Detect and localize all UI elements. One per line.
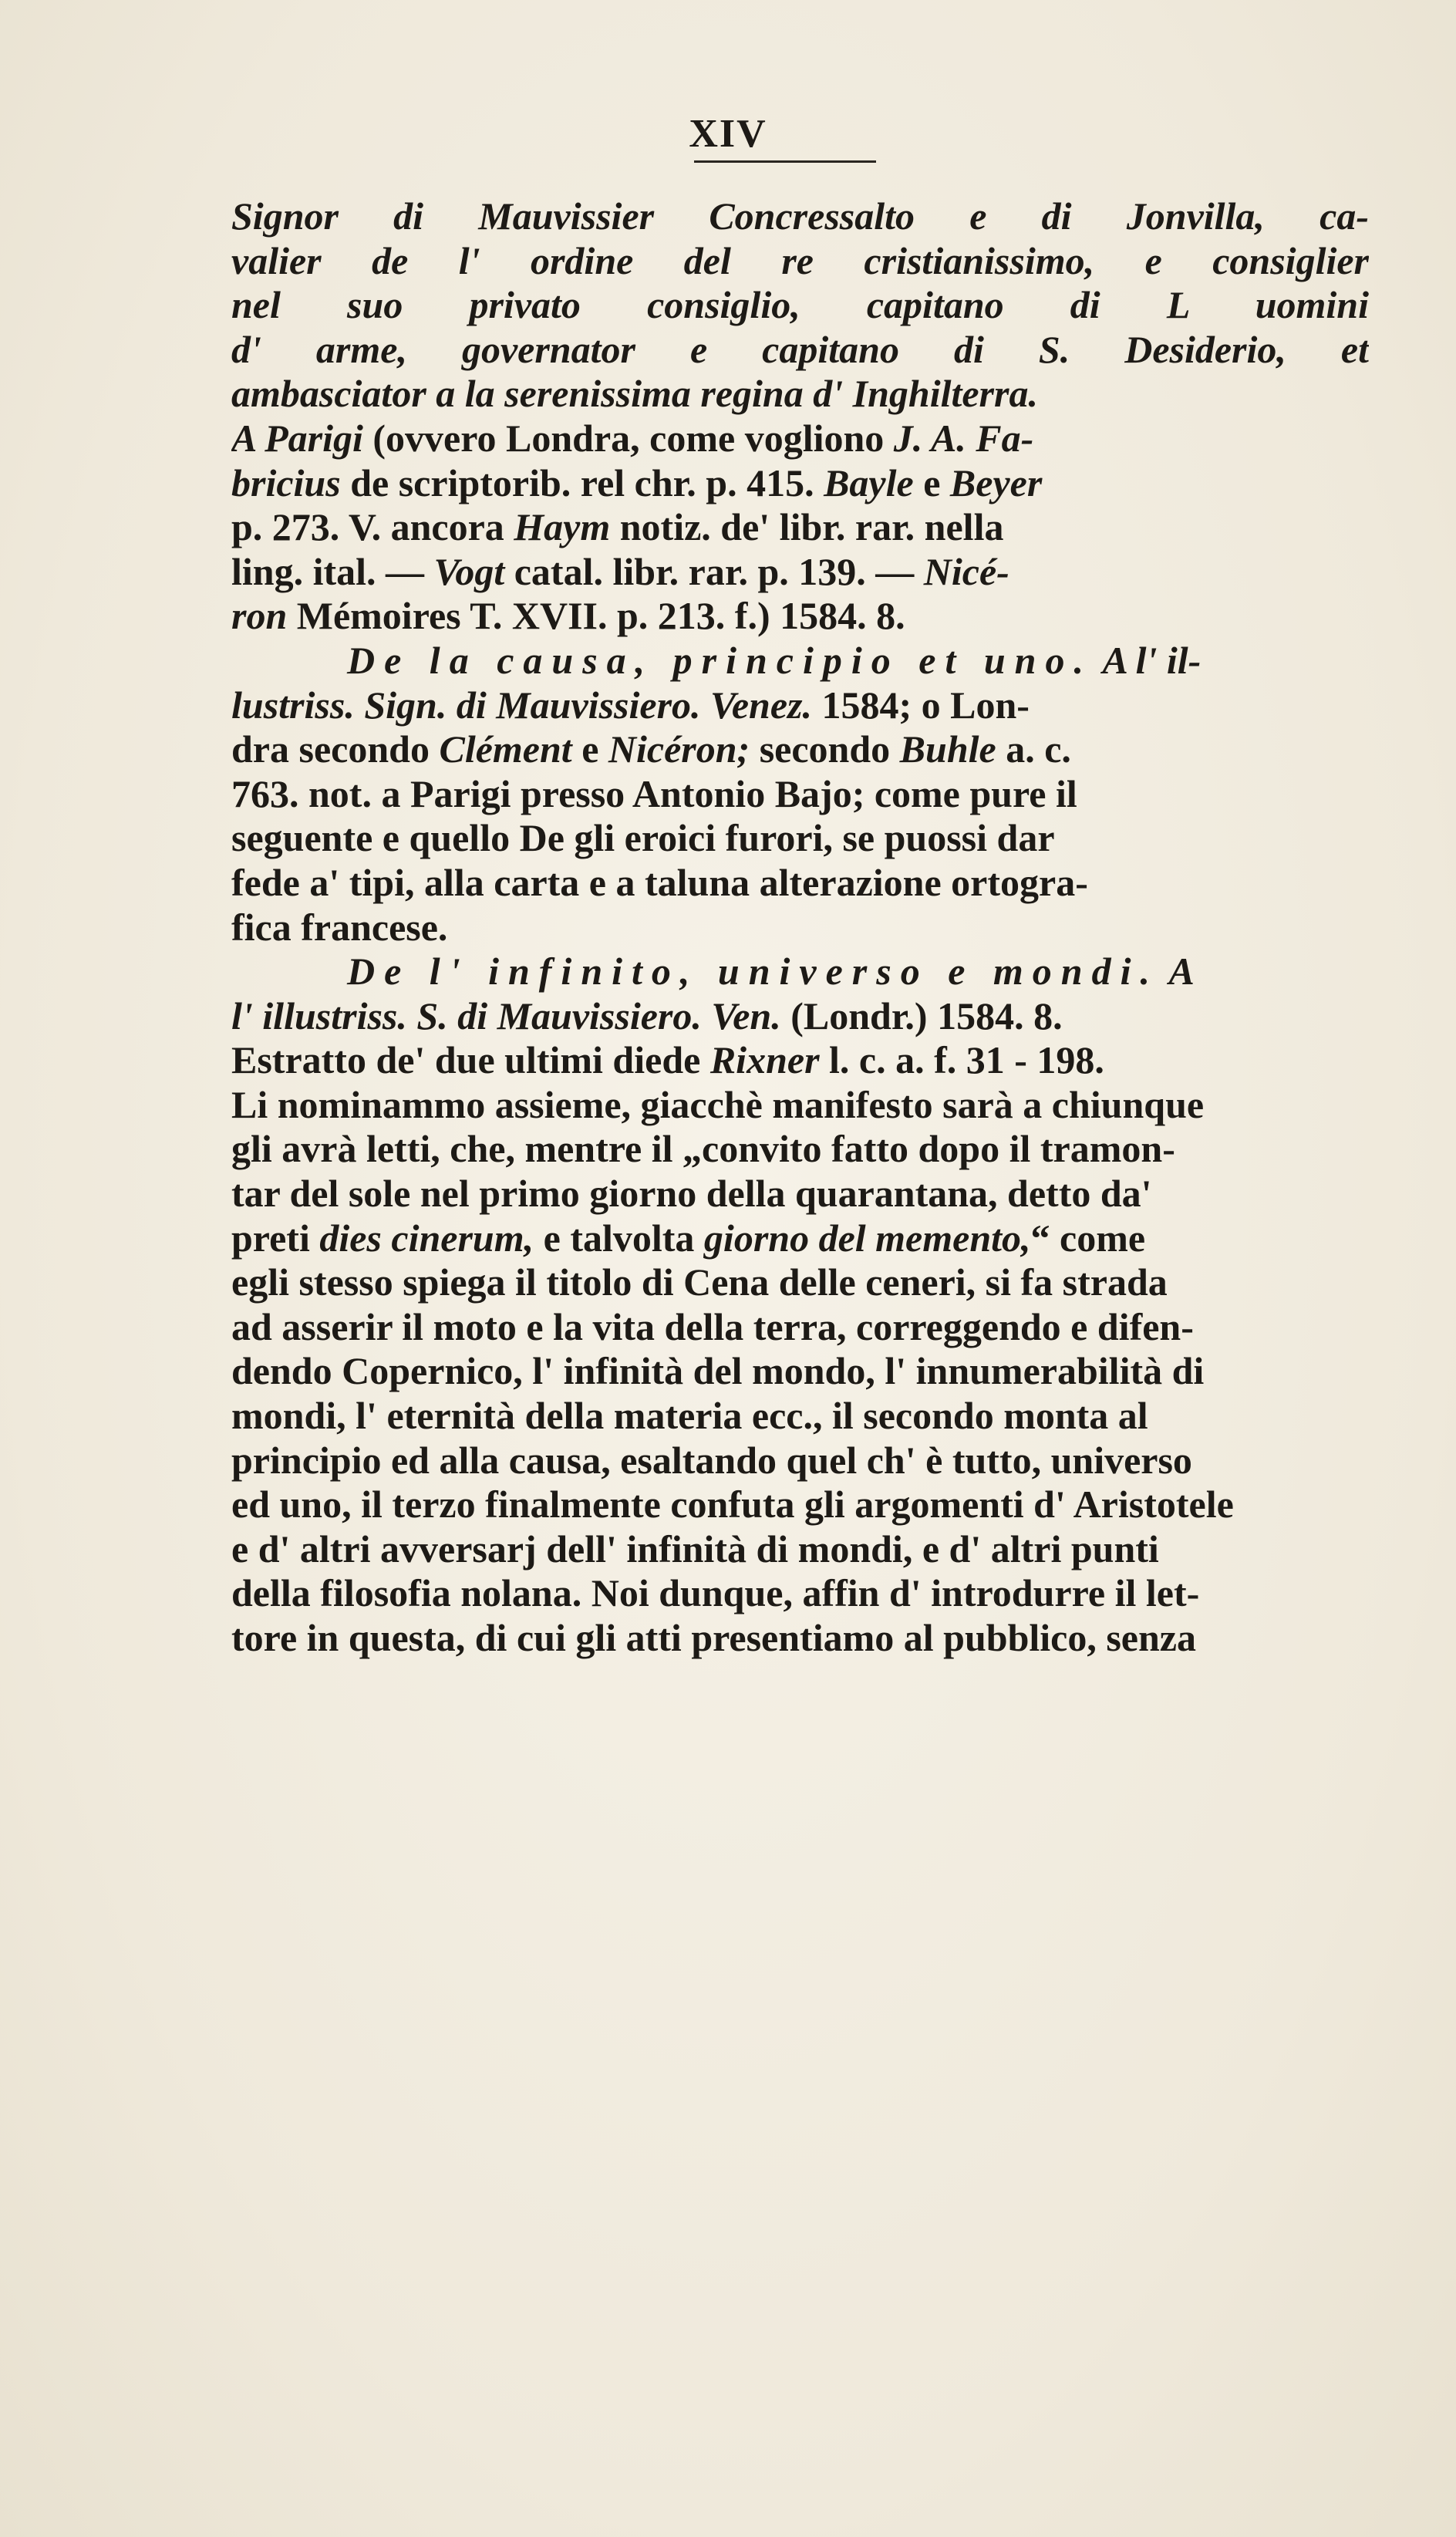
text-line — [231, 1305, 1369, 1350]
text-span — [1093, 639, 1103, 682]
text-span: p. 273. V. ancora — [231, 505, 514, 549]
text-span: secondo — [750, 727, 900, 771]
header-rule — [694, 160, 876, 163]
text-line — [231, 950, 1369, 994]
text-line — [231, 1172, 1369, 1216]
text-span: 1584; o Lon- — [811, 683, 1030, 727]
text-line — [231, 461, 1369, 506]
page-number: XIV — [689, 112, 767, 156]
text-line — [231, 906, 1369, 950]
text-span: l. c. a. f. 31 - 198. — [819, 1038, 1104, 1082]
text-line — [231, 417, 1369, 461]
text-span: tar del sole nel primo giorno della quarantana, detto da' — [231, 1172, 1152, 1216]
text-line — [231, 1483, 1369, 1527]
text-span: (Londr.) 1584. 8. — [780, 994, 1063, 1037]
text-span: catal. libr. rar. p. 139. — — [504, 549, 924, 593]
text-line — [231, 861, 1369, 906]
text-line — [231, 1527, 1369, 1572]
italic-span: Nicéron; — [608, 727, 750, 771]
italic-span: Haym — [514, 505, 611, 549]
text-span: ad asserir il moto e la vita della terra, correggendo e difen- — [231, 1304, 1194, 1348]
text-span: e — [913, 461, 950, 504]
italic-span: dies cinerum, — [319, 1216, 534, 1260]
italic-span: Rixner — [709, 1038, 820, 1082]
text-line — [231, 1439, 1369, 1483]
italic-span: valier de l' ordine del re cristianissimo, e consiglier — [231, 238, 1369, 282]
text-line — [231, 505, 1369, 550]
text-line — [231, 1571, 1369, 1616]
text-span: (ovvero Londra, come vogliono — [362, 416, 894, 460]
text-line — [231, 1616, 1369, 1661]
text-line — [231, 1038, 1369, 1083]
italic-span: A l' il- — [1102, 638, 1202, 682]
text-line — [231, 816, 1369, 861]
text-span: a. c. — [996, 727, 1071, 771]
text-span: e — [571, 727, 608, 771]
italic-span: Bayle — [824, 461, 914, 504]
text-span: notiz. de' libr. rar. nella — [610, 505, 1004, 549]
text-span: e talvolta — [534, 1216, 704, 1260]
italic-span: Vogt — [433, 549, 505, 593]
italic-span: nel suo privato consiglio, capitano di L uomini — [231, 283, 1369, 327]
text-line — [231, 283, 1369, 328]
text-span: 763. not. a Parigi presso Antonio Bajo; come pure il — [231, 771, 1077, 815]
italic-span: A — [1168, 950, 1195, 994]
italic-span: Signor di Mauvissier Concressalto e di Jonvilla, ca- — [231, 194, 1369, 238]
italic-span: ambasciator a la serenissima regina d' Inghilterra. — [231, 372, 1038, 416]
italic-span: Beyer — [949, 461, 1043, 504]
text-line — [231, 594, 1369, 639]
text-line — [231, 1349, 1369, 1394]
italic-span: d' arme, governator e capitano di S. Desiderio, et — [231, 327, 1369, 371]
text-span: dendo Copernico, l' infinità del mondo, l' innumerabilità di — [231, 1349, 1205, 1393]
text-span: gli avrà letti, che, mentre il „convito fatto dopo il tramon- — [231, 1127, 1175, 1171]
italic-span: l' illustriss. S. di Mauvissiero. Ven. — [231, 994, 781, 1037]
text-span: Li nominammo assieme, giacchè manifesto sarà a chiunque — [231, 1082, 1205, 1126]
text-span: egli stesso spiega il titolo di Cena delle ceneri, si fa strada — [231, 1260, 1168, 1304]
text-line — [231, 239, 1369, 284]
italic-span: J. A. Fa- — [893, 416, 1034, 460]
text-line — [231, 727, 1369, 772]
text-line — [231, 639, 1369, 683]
text-span — [1159, 950, 1169, 993]
text-span: tore in questa, di cui gli atti presentiamo al pubblico, senza — [231, 1616, 1197, 1659]
body-text — [231, 194, 1369, 1661]
text-span: ed uno, il terzo finalmente confuta gli argomenti d' Aristotele — [231, 1483, 1234, 1527]
italic-span: Buhle — [899, 727, 996, 771]
text-line — [231, 683, 1369, 728]
text-span: ling. ital. — — [231, 549, 434, 593]
text-line — [231, 1083, 1369, 1128]
text-line — [231, 1127, 1369, 1172]
text-span: de scriptorib. rel chr. p. 415. — [340, 461, 824, 504]
text-span: principio ed alla causa, esaltando quel ch' è tutto, universo — [231, 1438, 1192, 1482]
text-span: seguente e quello De gli eroici furori, se puossi dar — [231, 816, 1055, 860]
text-line — [231, 772, 1369, 817]
text-line — [231, 994, 1369, 1039]
text-line — [231, 550, 1369, 595]
text-line — [231, 372, 1369, 417]
text-span: “ come — [1030, 1216, 1146, 1260]
text-span: della filosofia nolana. Noi dunque, affin d' introdurre il let- — [231, 1571, 1200, 1615]
text-span: preti — [231, 1216, 320, 1260]
italic-span: giorno del memento, — [703, 1216, 1031, 1260]
italic-span: lustriss. Sign. di Mauvissiero. Venez. — [231, 683, 812, 727]
text-line — [231, 328, 1369, 373]
text-span: Estratto de' due ultimi diede — [231, 1038, 710, 1082]
italic-span: Nicé- — [923, 549, 1009, 593]
text-span: mondi, l' eternità della materia ecc., il secondo monta al — [231, 1394, 1148, 1438]
text-line — [231, 194, 1369, 239]
italic-span: Clément — [439, 727, 572, 771]
text-span: fede a' tipi, alla carta e a taluna alterazione ortogra- — [231, 860, 1088, 904]
title-span: De la causa, principio et uno. — [347, 638, 1093, 682]
text-line — [231, 1216, 1369, 1261]
text-span: fica francese. — [231, 905, 448, 949]
text-span: e d' altri avversarj dell' infinità di mondi, e d' altri punti — [231, 1527, 1159, 1570]
italic-span: A Parigi — [231, 416, 363, 460]
text-line — [231, 1394, 1369, 1439]
text-line — [231, 1260, 1369, 1305]
text-span: dra secondo — [231, 727, 440, 771]
text-span: Mémoires T. XVII. p. 213. f.) 1584. 8. — [287, 594, 905, 638]
italic-span: bricius — [231, 461, 341, 504]
title-span: De l' infinito, universo e mondi. — [347, 950, 1160, 994]
italic-span: ron — [231, 594, 288, 638]
